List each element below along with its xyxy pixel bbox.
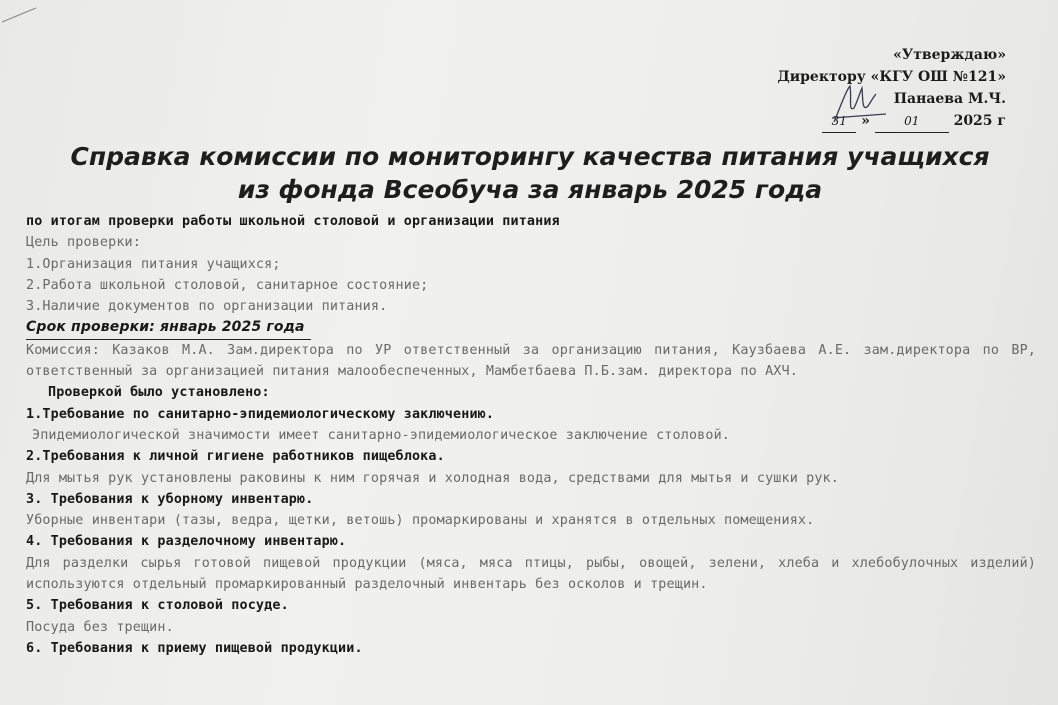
section-text: Для мытья рук установлены раковины к ним горячая и холодная вода, средствами для мытья и сушки рук.	[26, 470, 839, 486]
check-period: Срок проверки: январь 2025 года	[26, 317, 311, 339]
section-text: Для разделки сырья готовой пищевой продукции (мяса, мяса птицы, рыбы, овощей, зелени, хлеба и хлебобулочных изделий) используются отдельный промаркированный разделочный инвентарь без осколов и трещин.	[26, 555, 1036, 593]
section-heading: 5. Требования к столовой посуде.	[26, 598, 289, 614]
section-heading: 3. Требования к уборному инвентарю.	[26, 491, 314, 507]
approval-date: 31 » 01 2025 г	[746, 110, 1006, 133]
section-text: Уборные инвентари (тазы, ведра, щетки, ветошь) промаркированы и хранятся в отдельных помещениях.	[26, 513, 815, 529]
document-title-line1: Справка комиссии по мониторингу качества питания учащихся	[70, 142, 990, 171]
approval-heading: «Утверждаю»	[893, 47, 1006, 63]
goal-heading: Цель проверки:	[26, 235, 141, 251]
approval-date-month: 01	[875, 110, 949, 133]
approval-name: Панаева М.Ч.	[893, 91, 1006, 107]
section-text: Эпидемиологической значимости имеет санитарно-эпидемиологическое заключение столовой.	[32, 427, 731, 443]
established-heading: Проверкой было установлено:	[48, 385, 270, 401]
goal-item: 3.Наличие документов по организации питания.	[26, 299, 388, 315]
document-body	[26, 211, 1036, 659]
goal-item: 2.Работа школьной столовой, санитарное состояние;	[26, 277, 429, 293]
document-title-line2: из фонда Всеобуча за январь 2025 года	[237, 175, 823, 204]
document-subtitle: по итогам проверки работы школьной столовой и организации питания	[26, 214, 560, 229]
approval-date-day: 31	[822, 110, 856, 133]
section-text: Посуда без трещин.	[26, 619, 174, 635]
document-title	[60, 140, 1000, 206]
approval-director: Директору «КГУ ОШ №121»	[777, 69, 1006, 85]
period-row	[26, 317, 1036, 339]
section-heading: 6. Требования к приему пищевой продукции.	[26, 640, 363, 656]
paper-fold-mark	[0, 0, 60, 30]
approval-date-year: 2025 г	[953, 113, 1006, 129]
section-heading: 2.Требования к личной гигиене работников пищеблока.	[26, 449, 445, 465]
commission-text: Комиссия: Казаков М.А. Зам.директора по УР ответственный за организацию питания, Каузбаева А.Е. зам.директора по ВР, ответственный за организацией питания малообеспеченных, Мамбетбаева П.Б.зам. директора по АХЧ.	[26, 342, 1036, 380]
approval-block	[746, 44, 1006, 133]
section-heading: 4. Требования к разделочному инвентарю.	[26, 534, 347, 550]
goal-item: 1.Организация питания учащихся;	[26, 256, 281, 272]
section-heading: 1.Требование по санитарно-эпидемиологическому заключению.	[26, 406, 495, 422]
